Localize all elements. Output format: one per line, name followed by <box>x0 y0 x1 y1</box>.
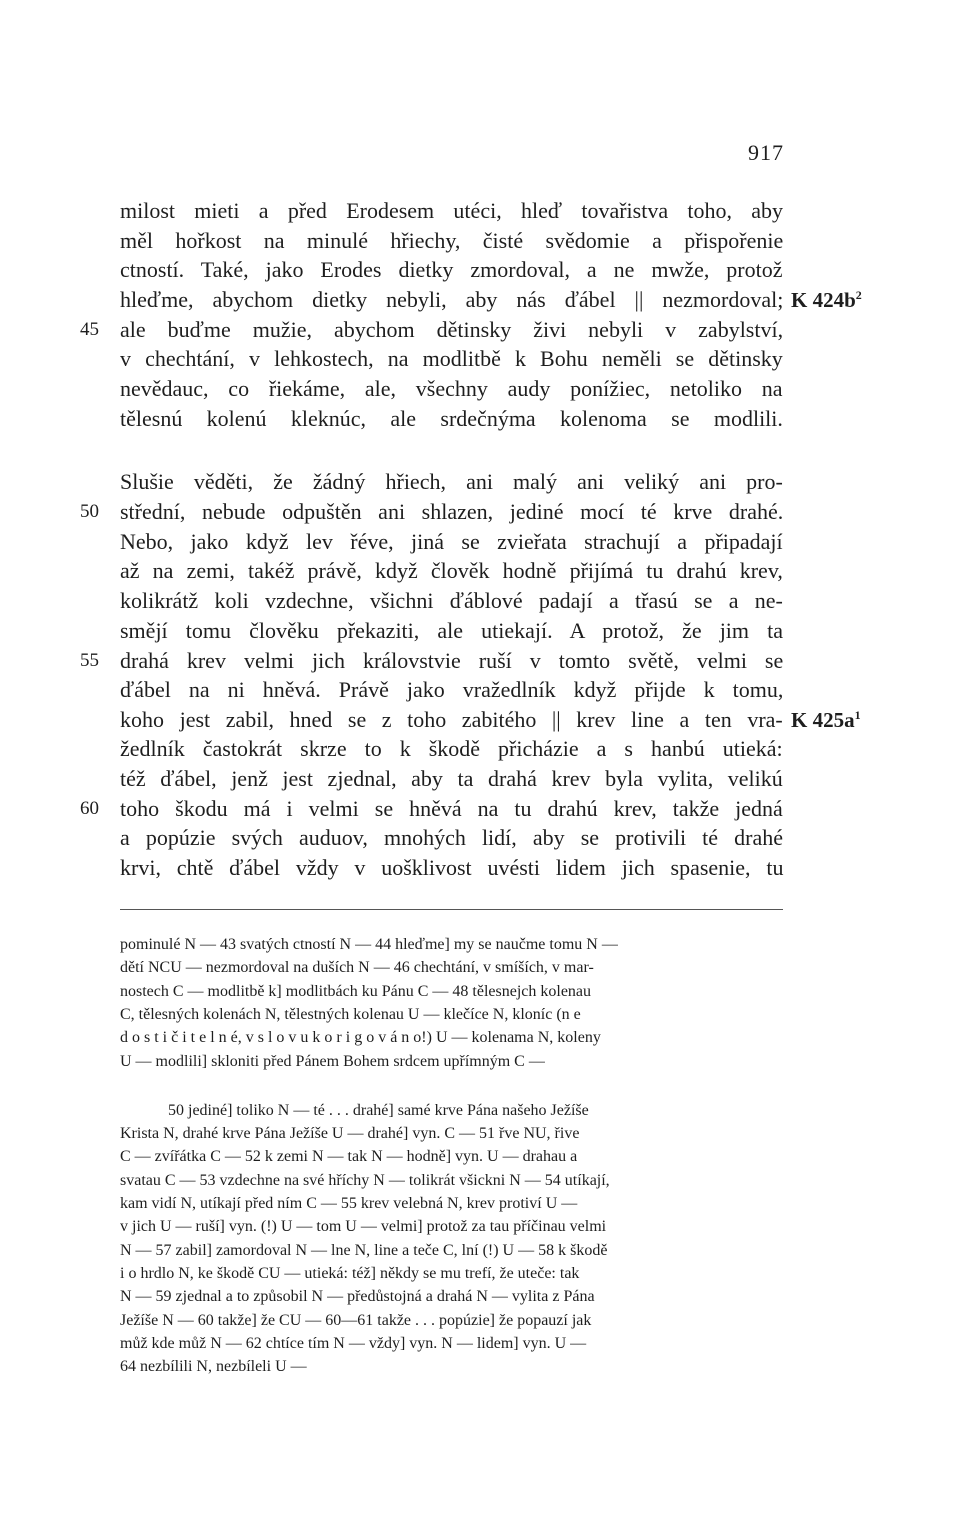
footnote-divider <box>120 909 783 910</box>
text-line <box>120 647 783 675</box>
note-line: kam vidí N, utíkají před ním C — 55 krev velebná N, krev protiví U — <box>120 1195 578 1212</box>
text-line-content: ale buďme mužie, abychom dětinsky živi nebyli v zabylství, <box>120 317 784 342</box>
text-line <box>120 227 783 255</box>
margin-folio-label: K 425a <box>791 708 855 732</box>
text-line-content: ctností. Také, jako Erodes dietky zmordoval, a ne mwže, protož <box>120 257 783 282</box>
text-line <box>120 676 783 704</box>
text-line-content: v chechtání, v lehkostech, na modlitbě k Bohu neměli se dětinsky <box>120 346 783 371</box>
text-line <box>120 765 783 793</box>
text-line-content: žedlník častokrát skrze to k škodě přicházie a s hanbú utieká: <box>120 736 783 761</box>
text-line-content: ďábel na ni hněvá. Právě jako vražedlník když přijde k tomu, <box>120 677 784 702</box>
line-number: 55 <box>80 650 99 671</box>
text-line-content: kolikrátž koli vzdechne, všichni ďáblové padají a třasú se a ne- <box>120 588 783 613</box>
margin-folio-reference <box>791 706 861 734</box>
text-line <box>120 375 783 403</box>
text-line <box>120 557 783 585</box>
line-number: 50 <box>80 501 99 522</box>
line-number: 60 <box>80 798 99 819</box>
text-line-content: koho jest zabil, hned se z toho zabitého || krev line a ten vra- <box>120 707 783 732</box>
text-line <box>120 345 783 373</box>
text-line-content: Slušie věděti, že žádný hřiech, ani malý ani veliký ani pro- <box>120 469 783 494</box>
note-line: nostech C — modlitbě k] modlitbách ku Pánu C — 48 tělesnejch kolenau <box>120 983 592 1000</box>
note-line: v jich U — ruší] vyn. (!) U — tom U — velmi] protož za tau příčinau velmi <box>120 1218 607 1235</box>
text-line-content: též ďábel, jenž jest zjednal, aby ta drahá krev byla vylita, velikú <box>120 766 783 791</box>
text-line <box>120 706 783 734</box>
text-line <box>120 735 783 763</box>
text-line <box>120 197 783 225</box>
text-line-content: krvi, chtě ďábel vždy v uošklivost uvésti lidem jich spasenie, tu <box>120 855 784 880</box>
page-number: 917 <box>748 140 784 165</box>
text-line <box>120 795 783 823</box>
text-line-content: střední, nebude odpuštěn ani shlazen, jediné mocí té krve drahé. <box>120 499 784 524</box>
text-line-content: smějí tomu člověku překaziti, ale utiekají. A protož, že jim ta <box>120 618 784 643</box>
text-line-content: toho škodu má i velmi se hněvá na tu drahú krev, takže jedná <box>120 796 783 821</box>
note-line: C, tělesných kolenách N, tělestných kolenau U — klečíce N, kloníc (n e <box>120 1006 581 1023</box>
note-line: dětí NCU — nezmordoval na duších N — 46 chechtání, v smíších, v mar- <box>120 959 594 976</box>
note-line: svatau C — 53 vzdechne na své hříchy N — tolikrát všickni N — 54 utíkají, <box>120 1172 610 1189</box>
note-line: C — zvířátka C — 52 k zemi N — tak N — hodně] vyn. U — drahau a <box>120 1148 578 1165</box>
text-line <box>120 286 783 314</box>
text-line-content: hleďme, abychom dietky nebyli, aby nás ďábel || nezmordoval; <box>120 287 784 312</box>
note-line: U — modlili] skloniti před Pánem Bohem srdcem upřímným C — <box>120 1053 545 1070</box>
text-line-content: Nebo, jako když lev řéve, jiná se zvieřata strachují a připadají <box>120 529 783 554</box>
note-line: pominulé N — 43 svatých ctností N — 44 hleďme] my se naučme tomu N — <box>120 936 618 953</box>
note-line: N — 57 zabil] zamordoval N — lne N, line a teče C, lní (!) U — 58 k škodě <box>120 1242 608 1259</box>
note-line: 50 jediné] toliko N — té . . . drahé] samé krve Pána našeho Ježíše <box>168 1102 589 1119</box>
text-line <box>120 498 783 526</box>
text-line <box>120 824 783 852</box>
line-number: 45 <box>80 319 99 340</box>
text-line-content: drahá krev velmi jich královstvie ruší v tomto světě, velmi se <box>120 648 784 673</box>
text-line <box>120 405 783 433</box>
margin-folio-reference <box>791 286 862 314</box>
note-line: N — 59 zjednal a to způsobil N — předůstojná a drahá N — vylita z Pána <box>120 1288 595 1305</box>
text-line-content: nevědauc, co řiekáme, ale, všechny audy ponížiec, netoliko na <box>120 376 783 401</box>
text-line <box>120 528 783 556</box>
note-line: Krista N, drahé krve Pána Ježíše U — drahé] vyn. C — 51 řve NU, řive <box>120 1125 580 1142</box>
margin-folio-label: K 424b <box>791 288 856 312</box>
text-line <box>120 468 783 496</box>
text-line <box>120 316 783 344</box>
text-line <box>120 854 783 882</box>
margin-folio-superscript: 2 <box>855 288 862 302</box>
note-line: můž kde můž N — 62 chtíce tím N — vždy] vyn. N — lidem] vyn. U — <box>120 1335 587 1352</box>
note-line: i o hrdlo N, ke škodě CU — utieká: též] někdy se mu trefí, že uteče: tak <box>120 1265 580 1282</box>
text-line <box>120 256 783 284</box>
margin-folio-superscript: 1 <box>854 708 861 722</box>
text-line-content: milost mieti a před Erodesem utéci, hleď tovařistva toho, aby <box>120 198 784 223</box>
text-line-content: až na zemi, takéž právě, když člověk hodně přijímá tu drahú krev, <box>120 558 783 583</box>
note-line: 64 nezbílili N, nezbíleli U — <box>120 1358 307 1375</box>
text-line-content: tělesnú kolenú kleknúc, ale srdečnýma kolenoma se modlili. <box>120 406 783 431</box>
text-line <box>120 617 783 645</box>
text-line-content: a popúzie svých auduov, mnohých lidí, aby se protivili té drahé <box>120 825 783 850</box>
text-line-content: měl hořkost na minulé hřiechy, čisté svědomie a přispořenie <box>120 228 784 253</box>
text-line <box>120 587 783 615</box>
note-line: d o s t i č i t e l n é, v s l o v u k o r i g o v á n o!) U — kolenama N, koleny <box>120 1029 601 1046</box>
note-line: Ježíše N — 60 takže] že CU — 60—61 takže . . . popúzie] že popauzí jak <box>120 1312 592 1329</box>
